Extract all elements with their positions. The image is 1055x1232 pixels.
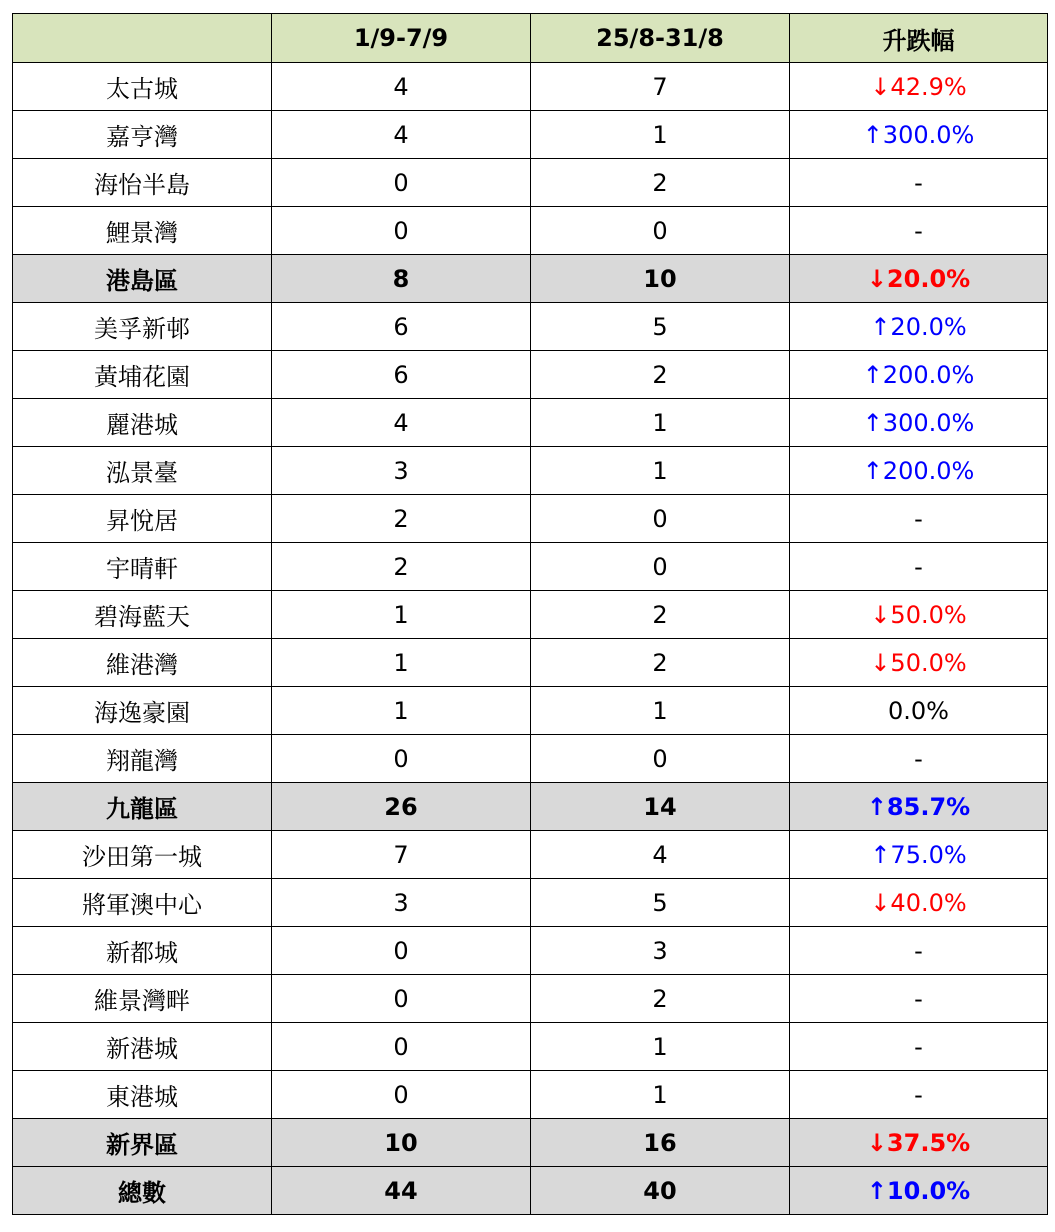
previous-week-cell: 0 [531, 495, 790, 543]
header-change: 升跌幅 [790, 14, 1048, 63]
estate-name-cell: 海怡半島 [13, 159, 272, 207]
change-cell: - [790, 735, 1048, 783]
estate-name-cell: 東港城 [13, 1071, 272, 1119]
previous-week-cell: 16 [531, 1119, 790, 1167]
previous-week-cell: 2 [531, 975, 790, 1023]
subtotal-row [13, 1167, 1048, 1215]
table-row [13, 303, 1048, 351]
current-week-cell: 1 [272, 639, 531, 687]
estate-name-cell: 麗港城 [13, 399, 272, 447]
previous-week-cell: 40 [531, 1167, 790, 1215]
current-week-cell: 8 [272, 255, 531, 303]
change-cell: 0.0% [790, 687, 1048, 735]
change-cell: ↑75.0% [790, 831, 1048, 879]
change-cell: - [790, 207, 1048, 255]
current-week-cell: 1 [272, 591, 531, 639]
table-body [13, 63, 1048, 1215]
change-cell: - [790, 543, 1048, 591]
current-week-cell: 3 [272, 879, 531, 927]
previous-week-cell: 1 [531, 111, 790, 159]
change-cell: ↓40.0% [790, 879, 1048, 927]
estate-name-cell: 新港城 [13, 1023, 272, 1071]
estate-name-cell: 泓景臺 [13, 447, 272, 495]
estate-name-cell: 總數 [13, 1167, 272, 1215]
current-week-cell: 1 [272, 687, 531, 735]
estate-name-cell: 碧海藍天 [13, 591, 272, 639]
estate-name-cell: 九龍區 [13, 783, 272, 831]
previous-week-cell: 2 [531, 159, 790, 207]
table-row [13, 543, 1048, 591]
current-week-cell: 6 [272, 303, 531, 351]
previous-week-cell: 5 [531, 879, 790, 927]
previous-week-cell: 4 [531, 831, 790, 879]
current-week-cell: 2 [272, 495, 531, 543]
current-week-cell: 0 [272, 1071, 531, 1119]
header-estate [13, 14, 272, 63]
estate-name-cell: 美孚新邨 [13, 303, 272, 351]
table-row [13, 111, 1048, 159]
previous-week-cell: 10 [531, 255, 790, 303]
previous-week-cell: 0 [531, 735, 790, 783]
change-cell: ↑200.0% [790, 351, 1048, 399]
previous-week-cell: 0 [531, 207, 790, 255]
header-current-week: 1/9-7/9 [272, 14, 531, 63]
estate-name-cell: 將軍澳中心 [13, 879, 272, 927]
estate-name-cell: 昇悅居 [13, 495, 272, 543]
table-row [13, 159, 1048, 207]
estate-name-cell: 港島區 [13, 255, 272, 303]
current-week-cell: 0 [272, 1023, 531, 1071]
table-row [13, 687, 1048, 735]
change-cell: ↓20.0% [790, 255, 1048, 303]
subtotal-row [13, 1119, 1048, 1167]
estate-name-cell: 鯉景灣 [13, 207, 272, 255]
current-week-cell: 2 [272, 543, 531, 591]
transactions-table [12, 13, 1048, 1215]
change-cell: - [790, 975, 1048, 1023]
previous-week-cell: 2 [531, 351, 790, 399]
previous-week-cell: 2 [531, 639, 790, 687]
current-week-cell: 7 [272, 831, 531, 879]
current-week-cell: 10 [272, 1119, 531, 1167]
table-row [13, 447, 1048, 495]
change-cell: ↑85.7% [790, 783, 1048, 831]
current-week-cell: 4 [272, 111, 531, 159]
estate-name-cell: 海逸豪園 [13, 687, 272, 735]
table-container [12, 13, 1048, 1215]
previous-week-cell: 1 [531, 447, 790, 495]
table-row [13, 207, 1048, 255]
previous-week-cell: 1 [531, 1023, 790, 1071]
previous-week-cell: 2 [531, 591, 790, 639]
change-cell: ↑300.0% [790, 399, 1048, 447]
previous-week-cell: 14 [531, 783, 790, 831]
table-header [13, 14, 1048, 63]
table-row [13, 591, 1048, 639]
estate-name-cell: 維景灣畔 [13, 975, 272, 1023]
current-week-cell: 0 [272, 735, 531, 783]
table-row [13, 495, 1048, 543]
table-row [13, 639, 1048, 687]
change-cell: ↓50.0% [790, 639, 1048, 687]
previous-week-cell: 3 [531, 927, 790, 975]
previous-week-cell: 0 [531, 543, 790, 591]
subtotal-row [13, 783, 1048, 831]
estate-name-cell: 新都城 [13, 927, 272, 975]
current-week-cell: 26 [272, 783, 531, 831]
current-week-cell: 4 [272, 63, 531, 111]
previous-week-cell: 7 [531, 63, 790, 111]
change-cell: - [790, 1023, 1048, 1071]
current-week-cell: 0 [272, 927, 531, 975]
estate-name-cell: 沙田第一城 [13, 831, 272, 879]
current-week-cell: 44 [272, 1167, 531, 1215]
table-row [13, 351, 1048, 399]
previous-week-cell: 1 [531, 1071, 790, 1119]
table-row [13, 975, 1048, 1023]
previous-week-cell: 5 [531, 303, 790, 351]
current-week-cell: 0 [272, 975, 531, 1023]
change-cell: ↑200.0% [790, 447, 1048, 495]
current-week-cell: 3 [272, 447, 531, 495]
current-week-cell: 0 [272, 207, 531, 255]
table-row [13, 63, 1048, 111]
change-cell: - [790, 1071, 1048, 1119]
change-cell: ↑10.0% [790, 1167, 1048, 1215]
estate-name-cell: 宇晴軒 [13, 543, 272, 591]
subtotal-row [13, 255, 1048, 303]
previous-week-cell: 1 [531, 687, 790, 735]
change-cell: - [790, 927, 1048, 975]
current-week-cell: 0 [272, 159, 531, 207]
change-cell: ↓42.9% [790, 63, 1048, 111]
change-cell: - [790, 159, 1048, 207]
estate-name-cell: 嘉亨灣 [13, 111, 272, 159]
header-row [13, 14, 1048, 63]
table-row [13, 1023, 1048, 1071]
change-cell: ↓50.0% [790, 591, 1048, 639]
change-cell: ↓37.5% [790, 1119, 1048, 1167]
change-cell: - [790, 495, 1048, 543]
previous-week-cell: 1 [531, 399, 790, 447]
estate-name-cell: 翔龍灣 [13, 735, 272, 783]
table-row [13, 399, 1048, 447]
table-row [13, 927, 1048, 975]
current-week-cell: 6 [272, 351, 531, 399]
change-cell: ↑20.0% [790, 303, 1048, 351]
table-row [13, 735, 1048, 783]
header-previous-week: 25/8-31/8 [531, 14, 790, 63]
estate-name-cell: 維港灣 [13, 639, 272, 687]
table-row [13, 879, 1048, 927]
estate-name-cell: 黃埔花園 [13, 351, 272, 399]
estate-name-cell: 新界區 [13, 1119, 272, 1167]
table-row [13, 831, 1048, 879]
table-row [13, 1071, 1048, 1119]
change-cell: ↑300.0% [790, 111, 1048, 159]
current-week-cell: 4 [272, 399, 531, 447]
estate-name-cell: 太古城 [13, 63, 272, 111]
